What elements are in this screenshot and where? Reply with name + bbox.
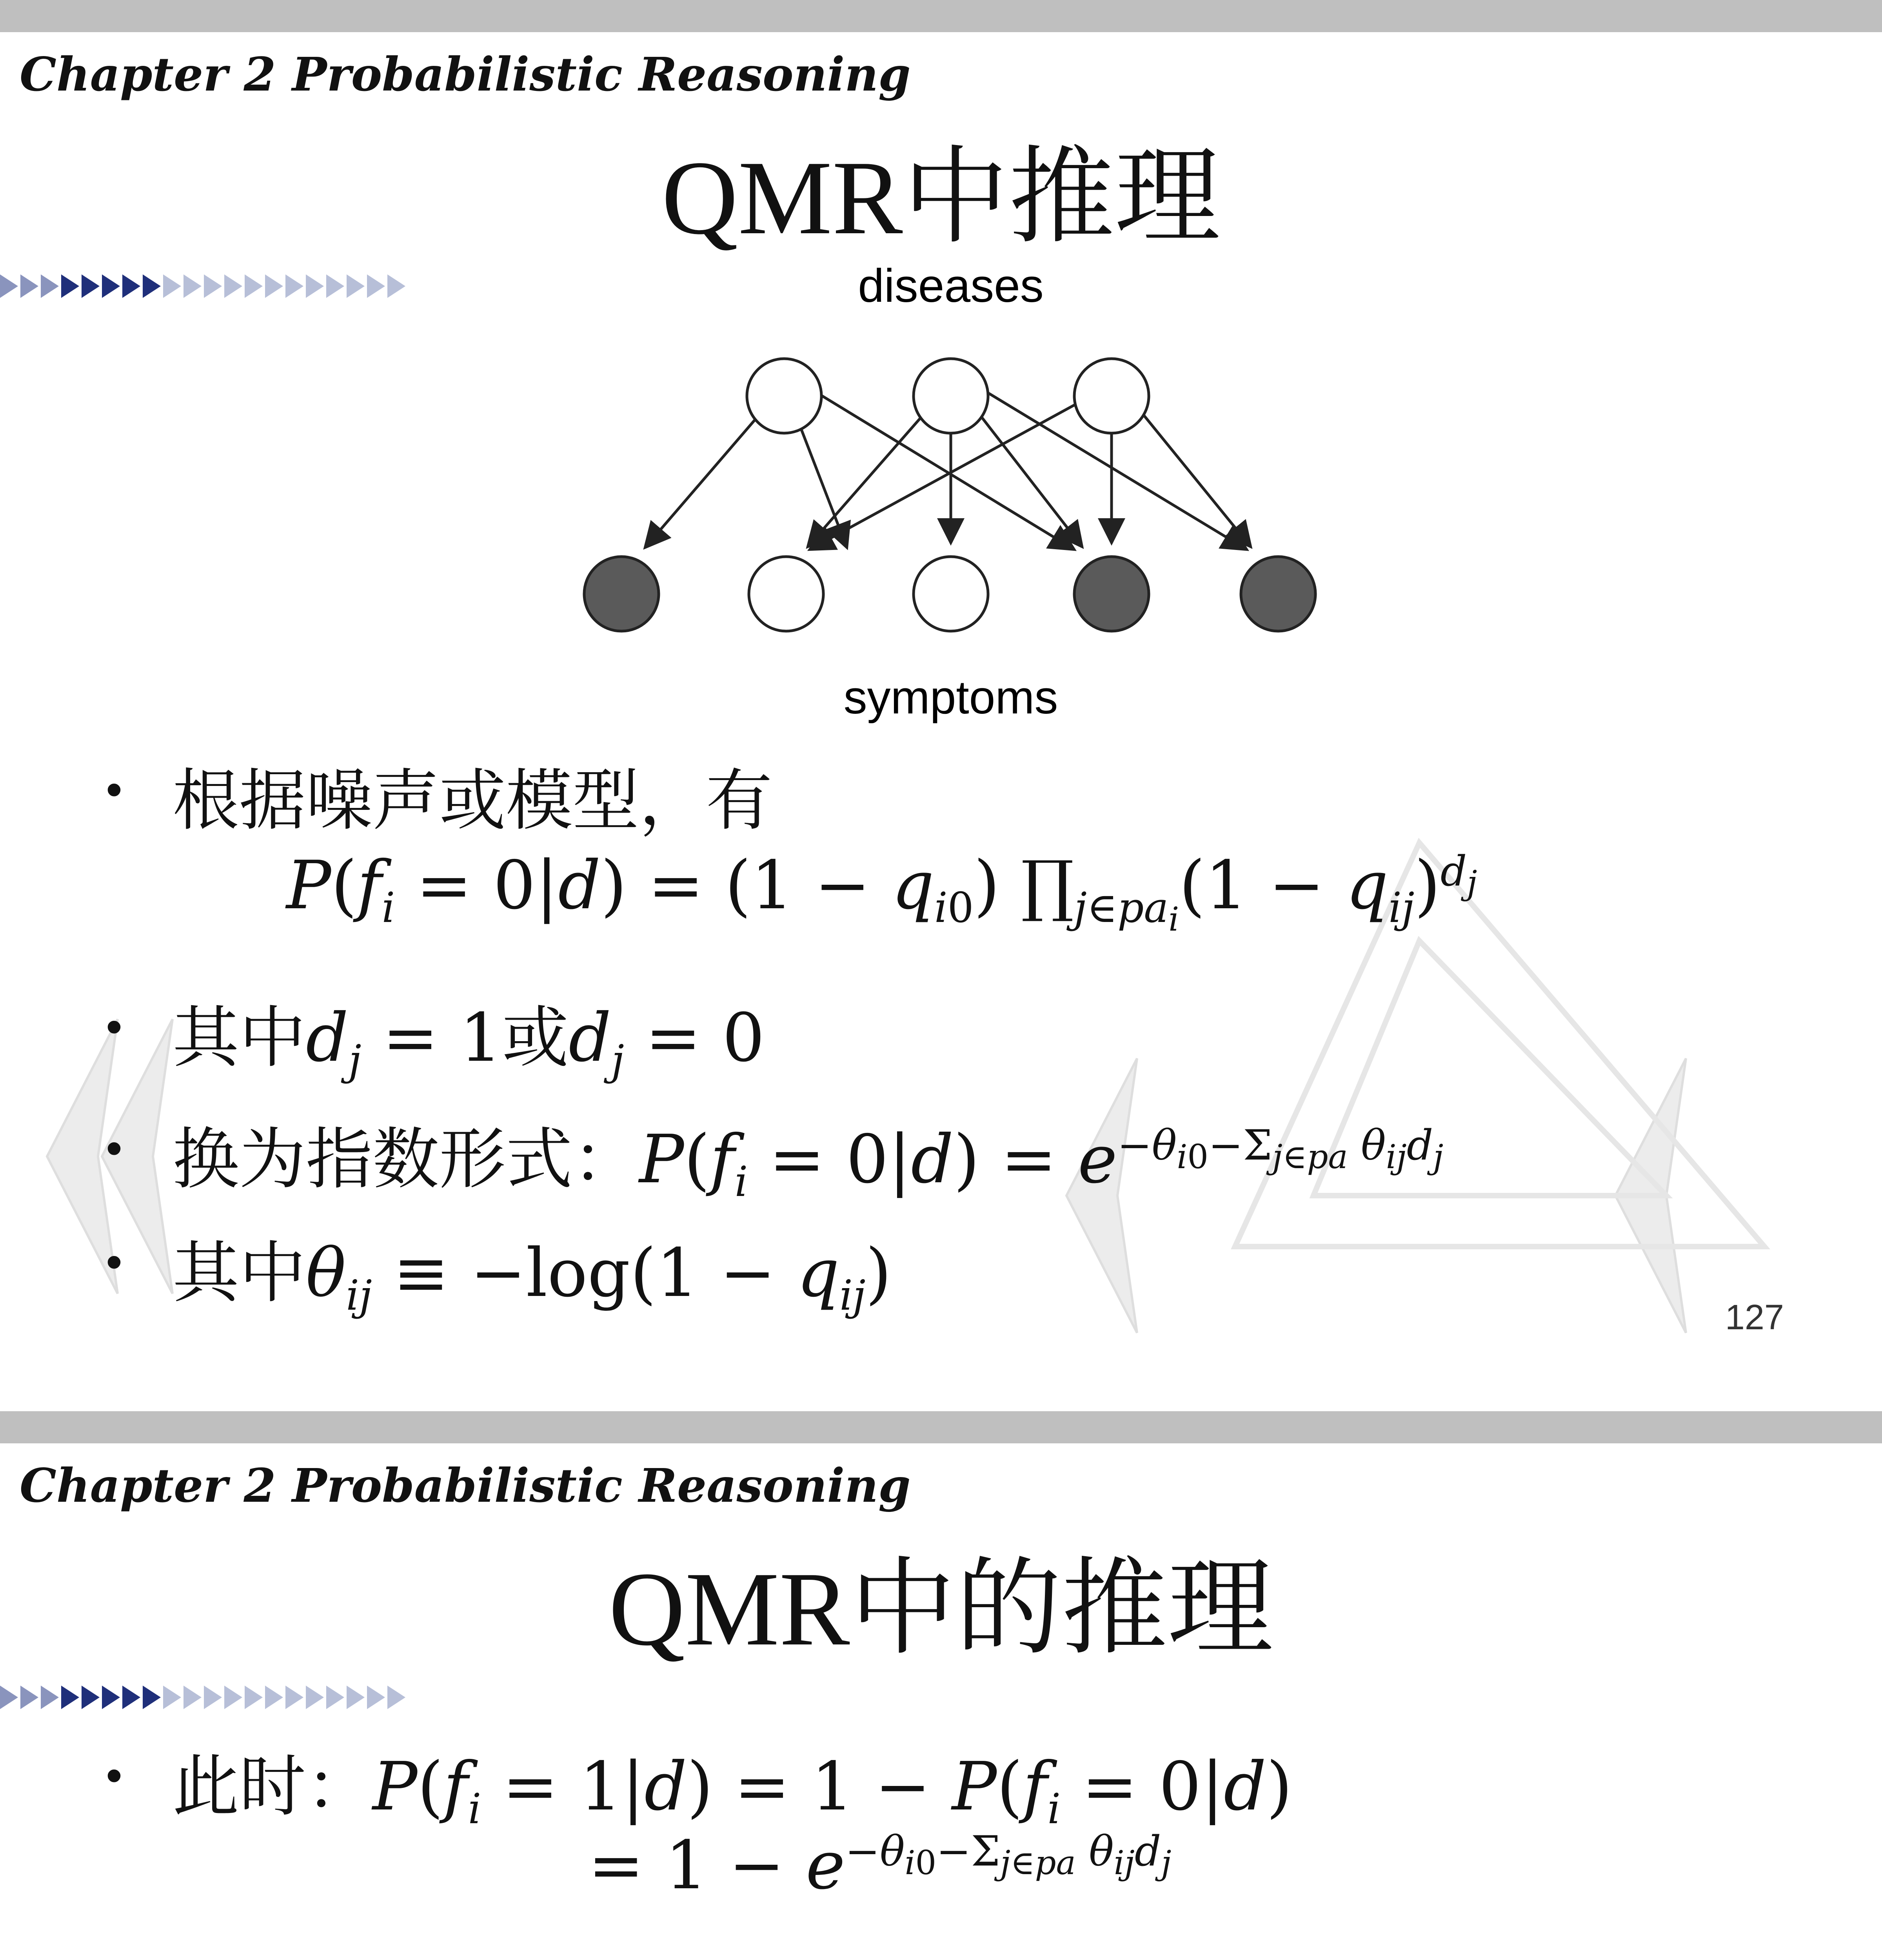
bullet-dot: • [106,763,123,816]
top-bar [0,1411,1882,1443]
bullet-dot: • [106,1749,123,1802]
arrow-triangle-icon [41,1686,59,1709]
arrow-triangle-icon [41,274,59,298]
arrow-triangle-icon [204,1686,222,1709]
arrow-triangle-icon [285,1686,303,1709]
arrow-triangle-icon [306,274,324,298]
slide-title: QMR中推理 [661,139,1221,256]
symptom-node-5 [1241,557,1315,631]
diseases-label: diseases [858,260,1044,312]
top-bar [0,0,1882,32]
bullet-dot: • [106,1122,123,1174]
bullet-theta-definition: 其中$\theta_{ij} \equiv -\log(1 - q_{ij})$ [173,1234,892,1319]
symptom-node-3 [914,557,988,631]
bullet-noisy-or: 根据噪声或模型，有 [173,762,773,840]
arrow-triangle-icon [367,1686,385,1709]
symptoms-label: symptoms [843,671,1058,724]
arrow-triangle-icon [183,1686,202,1709]
arrow-triangle-icon [285,274,303,298]
disease-node-3 [1074,359,1149,433]
bullet-dj-values: 其中$d_j = 1$或$d_j = 0$ [173,999,765,1084]
arrow-triangle-icon [0,274,18,298]
arrow-triangle-icon [61,274,79,298]
bullet-exponential-form: 换为指数形式：$P(f_i = 0|d) = e^{-\theta_{i0}-\Sigma_{j\in pa} \theta_{ij}d_j}$ [173,1121,1444,1206]
arrow-triangle-icon [0,1686,18,1709]
bullet-dot: • [106,1000,123,1053]
bullet-dot: • [106,1236,123,1288]
chapter-label: Chapter 2 Probabilistic Reasoning [20,47,911,102]
arrow-triangle-icon [265,1686,283,1709]
arrow-triangle-icon [224,274,242,298]
arrow-triangle-icon [102,274,120,298]
arrow-triangle-icon [204,274,222,298]
formula-prob-positive-cont: = $1 - e^{-\theta_{i0}-\Sigma_{j\in pa} \theta_{ij}d_j}$ [588,1827,1172,1904]
arrow-triangle-icon [265,274,283,298]
arrow-strip-icon [0,270,416,302]
symptom-node-2 [749,557,823,631]
arrow-triangle-icon [163,274,181,298]
arrow-triangle-icon [326,1686,344,1709]
symptom-node-1 [584,557,659,631]
arrow-triangle-icon [20,1686,38,1709]
arrow-triangle-icon [143,1686,161,1709]
arrow-triangle-icon [82,274,100,298]
arrow-triangle-icon [387,274,405,298]
arrow-triangle-icon [245,1686,263,1709]
arrow-triangle-icon [163,1686,181,1709]
arrow-triangle-icon [306,1686,324,1709]
arrow-triangle-icon [245,274,263,298]
arrow-triangle-icon [82,1686,100,1709]
arrow-triangle-icon [326,274,344,298]
arrow-triangle-icon [20,274,38,298]
bullet-prob-positive: 此时：$P(f_i = 1|d) = 1 - P(f_i = 0|d)$ [173,1748,1293,1833]
slide-128 [0,1411,1882,1960]
disease-node-1 [747,359,821,433]
arrow-triangle-icon [347,1686,365,1709]
arrow-triangle-icon [387,1686,405,1709]
arrow-triangle-icon [61,1686,79,1709]
chapter-label: Chapter 2 Probabilistic Reasoning [20,1458,911,1513]
arrow-triangle-icon [122,1686,140,1709]
bullet-joint-prob [173,1944,572,1960]
arrow-triangle-icon [122,274,140,298]
formula-noisy-or: $P(f_i = 0|d) = (1 - q_{i0})$ $\prod_{j\in pa_i}(1 - q_{ij})^{d_j}$ [286,847,1477,939]
arrow-triangle-icon [183,274,202,298]
disease-node-2 [914,359,988,433]
qmr-network-diagram [549,255,1333,745]
arrow-triangle-icon [347,274,365,298]
page-number: 127 [1725,1298,1784,1337]
arrow-triangle-icon [367,274,385,298]
slide-title: QMR中的推理 [609,1550,1273,1668]
arrow-triangle-icon [143,274,161,298]
arrow-strip-icon [0,1682,416,1713]
arrow-triangle-icon [224,1686,242,1709]
symptom-node-4 [1074,557,1149,631]
arrow-triangle-icon [102,1686,120,1709]
